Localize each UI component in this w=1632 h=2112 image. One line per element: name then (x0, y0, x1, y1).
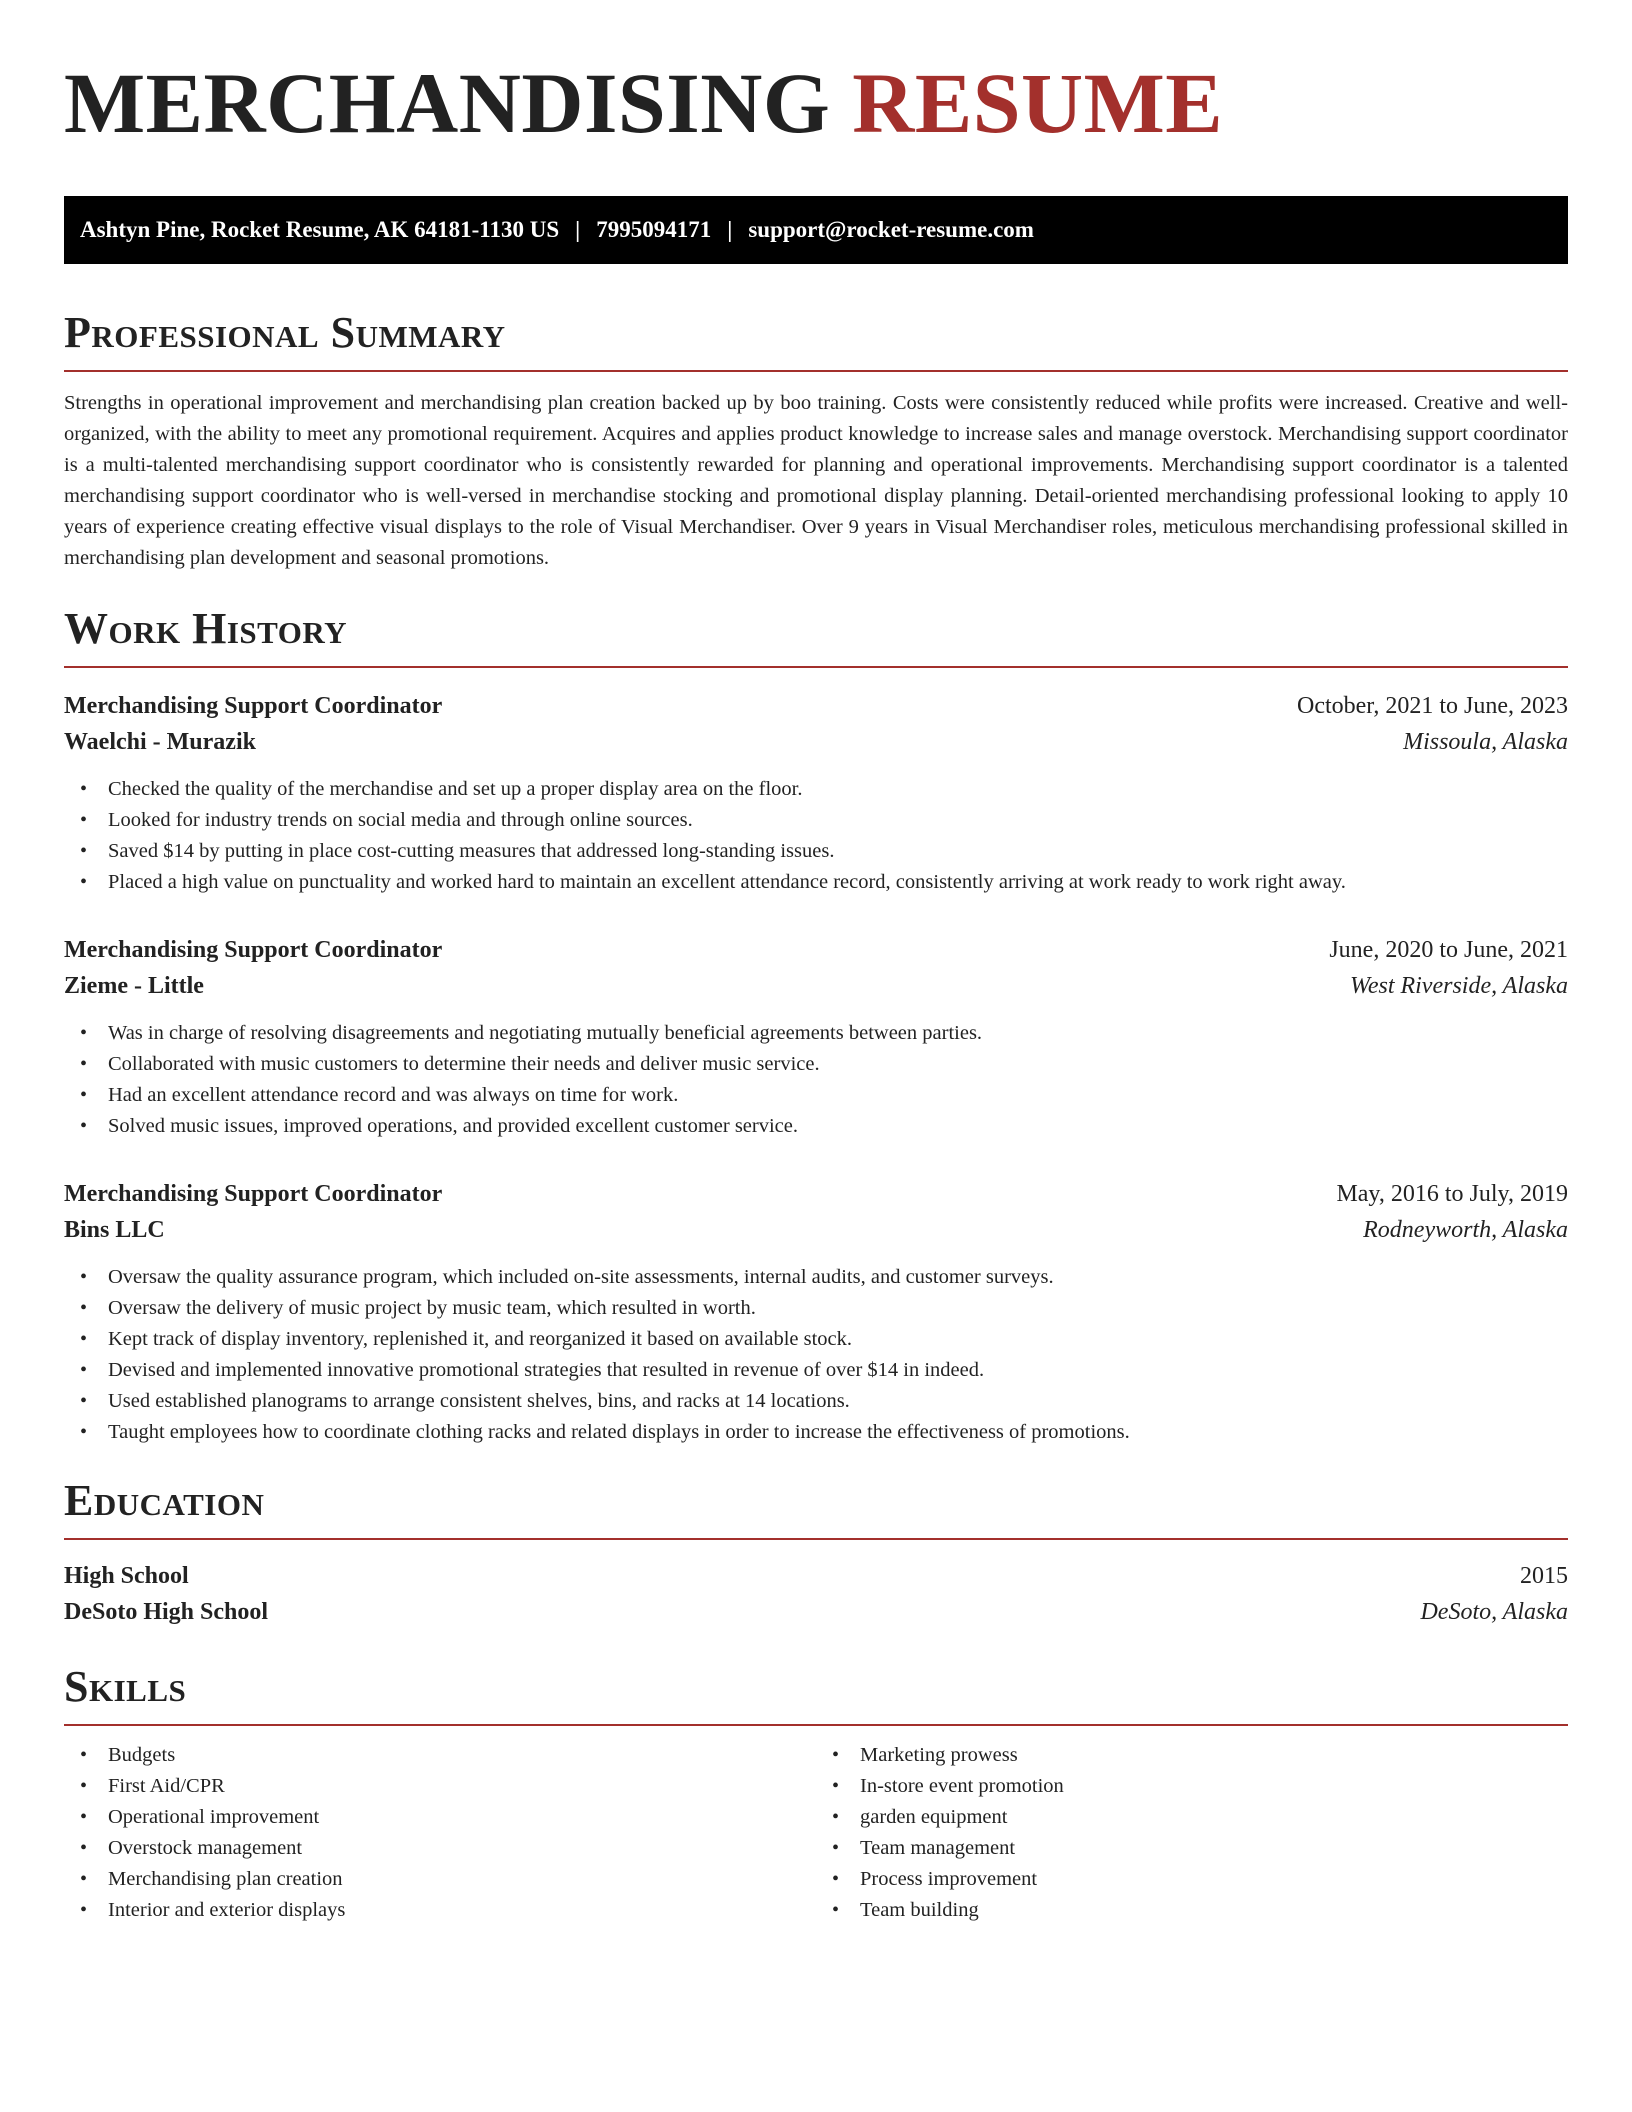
job-title: Merchandising Support Coordinator (64, 1181, 443, 1207)
job-company-row (64, 724, 1568, 760)
job-company: Waelchi - Murazik (64, 729, 256, 755)
skill-item: • In-store event promotion (832, 1771, 1568, 1802)
contact-address: Ashtyn Pine, Rocket Resume, AK 64181-1130 US (80, 217, 560, 242)
job-location: Missoula, Alaska (1403, 729, 1568, 755)
job-company: Bins LLC (64, 1217, 165, 1243)
job-company-row (64, 968, 1568, 1004)
contact-phone: 7995094171 (596, 217, 712, 242)
job-bullet: • Had an excellent attendance record and was always on time for work. (80, 1080, 1568, 1111)
contact-separator: | (727, 217, 733, 242)
skills-section (64, 1660, 1568, 1926)
skill-item: • Budgets (80, 1740, 816, 1771)
job-title: Merchandising Support Coordinator (64, 937, 443, 963)
job-title-row (64, 688, 1568, 724)
job-bullet: • Saved $14 by putting in place cost-cutting measures that addressed long-standing issues. (80, 836, 1568, 867)
job-location: West Riverside, Alaska (1350, 973, 1568, 999)
job-bullet: • Devised and implemented innovative promotional strategies that resulted in revenue of over $14 in indeed. (80, 1355, 1568, 1386)
education-degree: High School (64, 1563, 189, 1589)
skill-item: • Interior and exterior displays (80, 1895, 816, 1926)
job-bullet: • Collaborated with music customers to determine their needs and deliver music service. (80, 1049, 1568, 1080)
section-divider (64, 666, 1568, 668)
skill-item: • Overstock management (80, 1833, 816, 1864)
job-title-row (64, 932, 1568, 968)
education-school-row (64, 1594, 1568, 1630)
education-year: 2015 (1520, 1563, 1568, 1589)
job-company: Zieme - Little (64, 973, 204, 999)
section-heading: Professional Summary (64, 308, 506, 357)
job-bullet: • Used established planograms to arrange consistent shelves, bins, and racks at 14 locations. (80, 1386, 1568, 1417)
job-bullet: • Oversaw the delivery of music project by music team, which resulted in worth. (80, 1293, 1568, 1324)
job-entry (64, 688, 1568, 898)
contact-separator: | (575, 217, 581, 242)
job-dates: June, 2020 to June, 2021 (1329, 937, 1568, 963)
contact-email: support@rocket-resume.com (748, 217, 1034, 242)
job-title: Merchandising Support Coordinator (64, 693, 443, 719)
job-bullet: • Kept track of display inventory, replenished it, and reorganized it based on available stock. (80, 1324, 1568, 1355)
section-divider (64, 1538, 1568, 1540)
job-title-row (64, 1176, 1568, 1212)
job-bullet: • Solved music issues, improved operations, and provided excellent customer service. (80, 1111, 1568, 1142)
skills-list-left (64, 1740, 816, 1926)
section-divider (64, 370, 1568, 372)
education-school: DeSoto High School (64, 1599, 269, 1625)
skills-list-right (816, 1740, 1568, 1926)
job-bullet: • Taught employees how to coordinate clothing racks and related displays in order to increase the effectiveness of promotions. (80, 1417, 1568, 1448)
job-bullet: • Checked the quality of the merchandise and set up a proper display area on the floor. (80, 774, 1568, 805)
job-dates: October, 2021 to June, 2023 (1297, 693, 1568, 719)
job-entry (64, 932, 1568, 1142)
work-history-section (64, 602, 1568, 1448)
contact-bar (64, 196, 1568, 264)
section-heading: Education (64, 1476, 265, 1525)
skill-item: • Merchandising plan creation (80, 1864, 816, 1895)
job-bullet-list (64, 1262, 1568, 1448)
skill-item: • Team building (832, 1895, 1568, 1926)
summary-paragraph: Strengths in operational improvement and merchandising plan creation backed up by boo training. Costs were consistently reduced while profits were increased. Creative and well-organized, with the ability to meet any promotional requirement. Acquires and applies product knowledge to increase sales and manage overstock. Merchandising support coordinator is a multi-talented merchandising support coordinator who is consistently rewarded for planning and operational improvements. Merchandising support coordinator is a talented merchandising support coordinator who is well-versed in merchandise stocking and promotional display planning. Detail-oriented merchandising professional looking to apply 10 years of experience creating effective visual displays to the role of Visual Merchandiser. Over 9 years in Visual Merchandiser roles, meticulous merchandising professional skilled in merchandising plan development and seasonal promotions. (64, 392, 1568, 569)
job-bullet: • Was in charge of resolving disagreements and negotiating mutually beneficial agreements between parties. (80, 1018, 1568, 1049)
section-divider (64, 1724, 1568, 1726)
title-accent: RESUME (852, 55, 1224, 151)
job-bullet: • Oversaw the quality assurance program, which included on-site assessments, internal audits, and customer surveys. (80, 1262, 1568, 1293)
resume-title (64, 52, 1568, 154)
education-location: DeSoto, Alaska (1420, 1599, 1568, 1625)
education-entry (64, 1558, 1568, 1630)
education-degree-row (64, 1558, 1568, 1594)
job-location: Rodneyworth, Alaska (1363, 1217, 1568, 1243)
section-heading: Work History (64, 604, 348, 653)
skill-item: • garden equipment (832, 1802, 1568, 1833)
title-main: MERCHANDISING (64, 55, 831, 151)
job-dates: May, 2016 to July, 2019 (1336, 1181, 1568, 1207)
job-company-row (64, 1212, 1568, 1248)
skills-grid (64, 1740, 1568, 1926)
skill-item: • First Aid/CPR (80, 1771, 816, 1802)
job-bullet-list (64, 1018, 1568, 1142)
skill-item: • Team management (832, 1833, 1568, 1864)
skill-item: • Marketing prowess (832, 1740, 1568, 1771)
skill-item: • Process improvement (832, 1864, 1568, 1895)
skill-item: • Operational improvement (80, 1802, 816, 1833)
education-section (64, 1474, 1568, 1630)
job-bullet-list (64, 774, 1568, 898)
job-entry (64, 1176, 1568, 1448)
section-heading: Skills (64, 1662, 187, 1711)
job-bullet: • Placed a high value on punctuality and worked hard to maintain an excellent attendance record, consistently arriving at work ready to work right away. (80, 867, 1568, 898)
job-bullet: • Looked for industry trends on social media and through online sources. (80, 805, 1568, 836)
professional-summary-section (64, 306, 1568, 574)
